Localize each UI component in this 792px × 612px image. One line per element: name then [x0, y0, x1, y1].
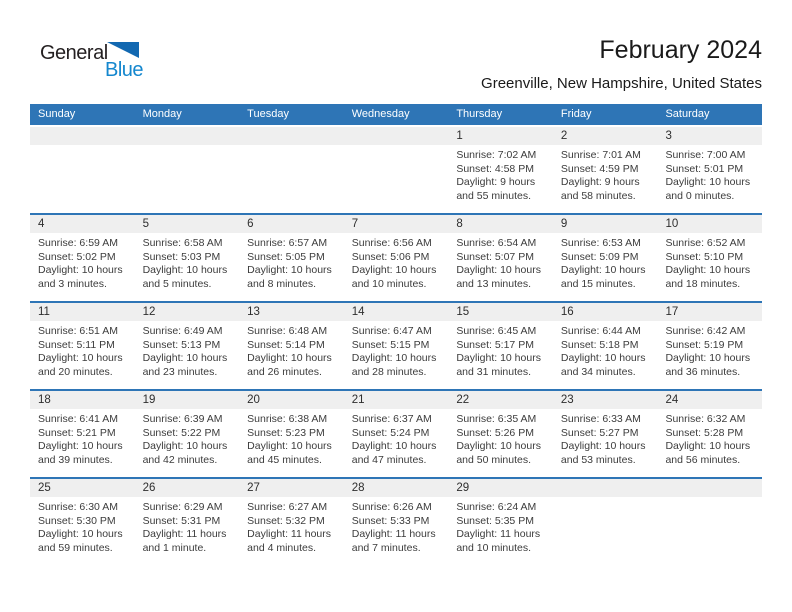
sunrise-line: Sunrise: 6:41 AM — [38, 413, 118, 425]
day-number — [657, 479, 762, 497]
day-cell — [239, 479, 344, 565]
daylight-line-1: Daylight: 10 hours — [247, 352, 332, 364]
day-number: 26 — [135, 479, 240, 497]
day-number: 14 — [344, 303, 449, 321]
daylight-line-1: Daylight: 10 hours — [142, 264, 228, 276]
daylight-line-2: and 26 minutes. — [247, 365, 322, 378]
day-number: 12 — [135, 303, 240, 321]
sunrise-line: Sunrise: 6:27 AM — [247, 501, 328, 513]
sunrise-line: Sunrise: 6:32 AM — [665, 413, 746, 425]
day-info — [239, 321, 344, 379]
sunrise-line: Sunrise: 6:56 AM — [351, 237, 432, 249]
daylight-line-2: and 59 minutes. — [38, 541, 113, 554]
title-block — [481, 36, 762, 93]
day-info — [30, 233, 135, 291]
sunset-line: Sunset: 5:30 PM — [38, 514, 116, 527]
day-info — [30, 497, 135, 555]
daylight-line-2: and 1 minute. — [142, 541, 207, 554]
sunset-line: Sunset: 5:11 PM — [38, 338, 115, 351]
day-number: 27 — [239, 479, 344, 497]
day-cell — [239, 127, 344, 213]
sunset-line: Sunset: 5:27 PM — [560, 426, 639, 439]
sunrise-line: Sunrise: 6:45 AM — [456, 325, 537, 337]
daylight-line-1: Daylight: 11 hours — [142, 528, 227, 540]
day-info — [657, 145, 762, 203]
day-cell — [657, 215, 762, 301]
sunset-line: Sunset: 5:18 PM — [560, 338, 639, 351]
day-number: 2 — [553, 127, 658, 145]
day-number — [135, 127, 240, 145]
day-number — [30, 127, 135, 145]
day-cell — [30, 215, 135, 301]
sunset-line: Sunset: 5:07 PM — [456, 250, 534, 263]
day-number: 29 — [448, 479, 553, 497]
sunrise-line: Sunrise: 6:42 AM — [665, 325, 746, 337]
sunrise-line: Sunrise: 6:39 AM — [142, 413, 223, 425]
day-number: 3 — [657, 127, 762, 145]
daylight-line-1: Daylight: 10 hours — [142, 440, 228, 452]
daylight-line-1: Daylight: 10 hours — [351, 352, 437, 364]
day-cell — [657, 127, 762, 213]
daylight-line-1: Daylight: 10 hours — [456, 352, 541, 364]
daylight-line-2: and 10 minutes. — [351, 277, 427, 290]
daylight-line-2: and 10 minutes. — [456, 541, 532, 554]
sunrise-line: Sunrise: 6:58 AM — [142, 237, 223, 249]
day-info — [135, 497, 240, 555]
day-info — [239, 497, 344, 555]
day-number — [239, 127, 344, 145]
day-info — [553, 233, 658, 291]
daylight-line-1: Daylight: 10 hours — [560, 264, 646, 276]
daylight-line-1: Daylight: 10 hours — [38, 352, 123, 364]
day-info — [239, 409, 344, 467]
page-title: February 2024 — [599, 36, 762, 64]
daylight-line-2: and 34 minutes. — [560, 365, 636, 378]
daylight-line-1: Daylight: 10 hours — [351, 264, 437, 276]
daylight-line-1: Daylight: 10 hours — [38, 440, 123, 452]
day-info — [448, 145, 553, 203]
sunrise-line: Sunrise: 6:44 AM — [560, 325, 641, 337]
daylight-line-2: and 0 minutes. — [665, 189, 735, 202]
daylight-line-1: Daylight: 11 hours — [456, 528, 541, 540]
week-row — [30, 213, 762, 301]
day-info — [239, 233, 344, 291]
day-number: 15 — [448, 303, 553, 321]
day-number: 24 — [657, 391, 762, 409]
day-cell — [344, 391, 449, 477]
day-cell — [448, 215, 553, 301]
day-cell — [448, 479, 553, 565]
daylight-line-1: Daylight: 10 hours — [665, 352, 751, 364]
sunrise-line: Sunrise: 6:30 AM — [38, 501, 118, 513]
sunrise-line: Sunrise: 6:26 AM — [351, 501, 432, 513]
day-number: 6 — [239, 215, 344, 233]
week-row — [30, 477, 762, 565]
sunset-line: Sunset: 5:14 PM — [247, 338, 325, 351]
daylight-line-2: and 5 minutes. — [142, 277, 212, 290]
daylight-line-1: Daylight: 9 hours — [560, 176, 640, 188]
day-cell — [344, 127, 449, 213]
sunset-line: Sunset: 5:05 PM — [247, 250, 325, 263]
day-number: 28 — [344, 479, 449, 497]
daylight-line-2: and 13 minutes. — [456, 277, 532, 290]
daylight-line-2: and 55 minutes. — [456, 189, 532, 202]
sunrise-line: Sunrise: 6:37 AM — [351, 413, 432, 425]
daylight-line-1: Daylight: 10 hours — [142, 352, 228, 364]
day-number — [344, 127, 449, 145]
day-cell — [135, 391, 240, 477]
daylight-line-1: Daylight: 9 hours — [456, 176, 536, 188]
daylight-line-2: and 7 minutes. — [351, 541, 421, 554]
sunrise-line: Sunrise: 6:51 AM — [38, 325, 118, 337]
day-info — [344, 497, 449, 555]
sunset-line: Sunset: 5:10 PM — [665, 250, 744, 263]
day-cell — [657, 391, 762, 477]
day-number: 19 — [135, 391, 240, 409]
general-blue-logo — [40, 40, 150, 84]
sunset-line: Sunset: 4:59 PM — [560, 162, 639, 175]
day-cell — [553, 479, 658, 565]
daylight-line-2: and 50 minutes. — [456, 453, 532, 466]
sunset-line: Sunset: 5:35 PM — [456, 514, 534, 527]
day-info — [448, 497, 553, 555]
day-cell — [553, 391, 658, 477]
page-subtitle: Greenville, New Hampshire, United States — [481, 75, 762, 92]
logo-text-general: General — [40, 42, 108, 64]
day-cell — [135, 303, 240, 389]
day-cell — [30, 303, 135, 389]
day-cell — [553, 303, 658, 389]
day-number: 25 — [30, 479, 135, 497]
day-cell — [657, 303, 762, 389]
week-row — [30, 127, 762, 213]
weekday-header-cell: Friday — [560, 108, 592, 120]
sunrise-line: Sunrise: 6:52 AM — [665, 237, 746, 249]
sunset-line: Sunset: 5:02 PM — [38, 250, 116, 263]
sunset-line: Sunset: 5:19 PM — [665, 338, 744, 351]
daylight-line-2: and 53 minutes. — [560, 453, 636, 466]
daylight-line-2: and 58 minutes. — [560, 189, 636, 202]
daylight-line-2: and 47 minutes. — [351, 453, 427, 466]
day-number: 9 — [553, 215, 658, 233]
calendar-grid — [30, 127, 762, 565]
sunset-line: Sunset: 5:13 PM — [142, 338, 221, 351]
day-info — [657, 409, 762, 467]
day-number: 4 — [30, 215, 135, 233]
day-number: 16 — [553, 303, 658, 321]
logo-text-blue: Blue — [105, 59, 144, 81]
day-info — [553, 409, 658, 467]
weekday-header-cell: Tuesday — [247, 108, 289, 120]
day-info — [135, 233, 240, 291]
daylight-line-2: and 23 minutes. — [142, 365, 218, 378]
daylight-line-2: and 8 minutes. — [247, 277, 317, 290]
day-cell — [239, 391, 344, 477]
sunset-line: Sunset: 5:26 PM — [456, 426, 534, 439]
week-row — [30, 301, 762, 389]
daylight-line-2: and 4 minutes. — [247, 541, 317, 554]
day-number — [553, 479, 658, 497]
sunset-line: Sunset: 5:32 PM — [247, 514, 325, 527]
sunrise-line: Sunrise: 6:35 AM — [456, 413, 537, 425]
daylight-line-1: Daylight: 10 hours — [560, 440, 646, 452]
sunrise-line: Sunrise: 6:33 AM — [560, 413, 641, 425]
sunrise-line: Sunrise: 7:00 AM — [665, 149, 746, 161]
day-info — [344, 409, 449, 467]
daylight-line-1: Daylight: 10 hours — [38, 528, 123, 540]
day-info — [135, 409, 240, 467]
day-info — [344, 233, 449, 291]
sunset-line: Sunset: 5:01 PM — [665, 162, 744, 175]
sunset-line: Sunset: 5:31 PM — [142, 514, 221, 527]
sunrise-line: Sunrise: 6:47 AM — [351, 325, 432, 337]
day-info — [553, 321, 658, 379]
sunset-line: Sunset: 5:21 PM — [38, 426, 116, 439]
daylight-line-1: Daylight: 10 hours — [38, 264, 123, 276]
day-cell — [344, 479, 449, 565]
logo-triangle-icon — [107, 42, 139, 58]
weekday-header-cell: Sunday — [38, 108, 76, 120]
daylight-line-2: and 39 minutes. — [38, 453, 113, 466]
week-row — [30, 389, 762, 477]
sunrise-line: Sunrise: 6:49 AM — [142, 325, 223, 337]
day-cell — [553, 215, 658, 301]
sunset-line: Sunset: 5:33 PM — [351, 514, 430, 527]
day-info — [30, 409, 135, 467]
day-number: 13 — [239, 303, 344, 321]
sunset-line: Sunset: 5:22 PM — [142, 426, 221, 439]
daylight-line-2: and 18 minutes. — [665, 277, 741, 290]
sunset-line: Sunset: 5:15 PM — [351, 338, 430, 351]
sunrise-line: Sunrise: 6:54 AM — [456, 237, 537, 249]
sunset-line: Sunset: 4:58 PM — [456, 162, 534, 175]
daylight-line-1: Daylight: 10 hours — [665, 440, 751, 452]
sunrise-line: Sunrise: 7:01 AM — [560, 149, 641, 161]
day-cell — [30, 391, 135, 477]
day-info — [30, 321, 135, 379]
day-cell — [135, 215, 240, 301]
daylight-line-1: Daylight: 10 hours — [665, 264, 751, 276]
sunrise-line: Sunrise: 6:48 AM — [247, 325, 328, 337]
daylight-line-2: and 20 minutes. — [38, 365, 113, 378]
sunset-line: Sunset: 5:03 PM — [142, 250, 221, 263]
daylight-line-2: and 31 minutes. — [456, 365, 532, 378]
day-info — [657, 233, 762, 291]
sunset-line: Sunset: 5:23 PM — [247, 426, 325, 439]
day-cell — [30, 127, 135, 213]
day-info — [448, 409, 553, 467]
sunrise-line: Sunrise: 6:29 AM — [142, 501, 223, 513]
day-cell — [239, 215, 344, 301]
daylight-line-1: Daylight: 10 hours — [351, 440, 437, 452]
weekday-header-cell: Wednesday — [351, 108, 410, 120]
sunrise-line: Sunrise: 6:57 AM — [247, 237, 328, 249]
daylight-line-2: and 28 minutes. — [351, 365, 427, 378]
sunset-line: Sunset: 5:24 PM — [351, 426, 430, 439]
sunset-line: Sunset: 5:06 PM — [351, 250, 430, 263]
day-info — [135, 321, 240, 379]
day-number: 20 — [239, 391, 344, 409]
day-cell — [448, 391, 553, 477]
day-number: 11 — [30, 303, 135, 321]
day-cell — [344, 215, 449, 301]
sunrise-line: Sunrise: 6:53 AM — [560, 237, 641, 249]
sunrise-line: Sunrise: 6:24 AM — [456, 501, 537, 513]
day-cell — [30, 479, 135, 565]
day-cell — [657, 479, 762, 565]
sunrise-line: Sunrise: 7:02 AM — [456, 149, 537, 161]
daylight-line-2: and 45 minutes. — [247, 453, 322, 466]
daylight-line-1: Daylight: 10 hours — [247, 440, 332, 452]
day-number: 10 — [657, 215, 762, 233]
sunset-line: Sunset: 5:09 PM — [560, 250, 639, 263]
weekday-header-cell: Monday — [142, 108, 182, 120]
daylight-line-1: Daylight: 11 hours — [247, 528, 332, 540]
daylight-line-1: Daylight: 10 hours — [665, 176, 751, 188]
day-info — [553, 145, 658, 203]
day-cell — [239, 303, 344, 389]
day-number: 17 — [657, 303, 762, 321]
day-info — [448, 321, 553, 379]
daylight-line-2: and 56 minutes. — [665, 453, 741, 466]
day-number: 21 — [344, 391, 449, 409]
day-cell — [344, 303, 449, 389]
daylight-line-1: Daylight: 10 hours — [456, 264, 541, 276]
daylight-line-2: and 36 minutes. — [665, 365, 741, 378]
calendar-table — [30, 104, 762, 565]
daylight-line-2: and 42 minutes. — [142, 453, 218, 466]
day-info — [344, 321, 449, 379]
daylight-line-2: and 3 minutes. — [38, 277, 107, 290]
daylight-line-1: Daylight: 11 hours — [351, 528, 436, 540]
day-cell — [448, 303, 553, 389]
sunrise-line: Sunrise: 6:38 AM — [247, 413, 328, 425]
weekday-header-cell: Thursday — [456, 108, 503, 120]
day-number: 8 — [448, 215, 553, 233]
day-info — [448, 233, 553, 291]
daylight-line-1: Daylight: 10 hours — [560, 352, 646, 364]
day-number: 7 — [344, 215, 449, 233]
daylight-line-1: Daylight: 10 hours — [456, 440, 541, 452]
day-cell — [135, 479, 240, 565]
day-cell — [135, 127, 240, 213]
day-number: 22 — [448, 391, 553, 409]
daylight-line-1: Daylight: 10 hours — [247, 264, 332, 276]
day-cell — [448, 127, 553, 213]
day-number: 23 — [553, 391, 658, 409]
sunset-line: Sunset: 5:28 PM — [665, 426, 744, 439]
weekday-header-row — [30, 104, 762, 125]
daylight-line-2: and 15 minutes. — [560, 277, 636, 290]
day-number: 5 — [135, 215, 240, 233]
day-number: 18 — [30, 391, 135, 409]
day-info — [657, 321, 762, 379]
day-number: 1 — [448, 127, 553, 145]
day-cell — [553, 127, 658, 213]
sunrise-line: Sunrise: 6:59 AM — [38, 237, 118, 249]
sunset-line: Sunset: 5:17 PM — [456, 338, 534, 351]
weekday-header-cell: Saturday — [665, 108, 710, 120]
